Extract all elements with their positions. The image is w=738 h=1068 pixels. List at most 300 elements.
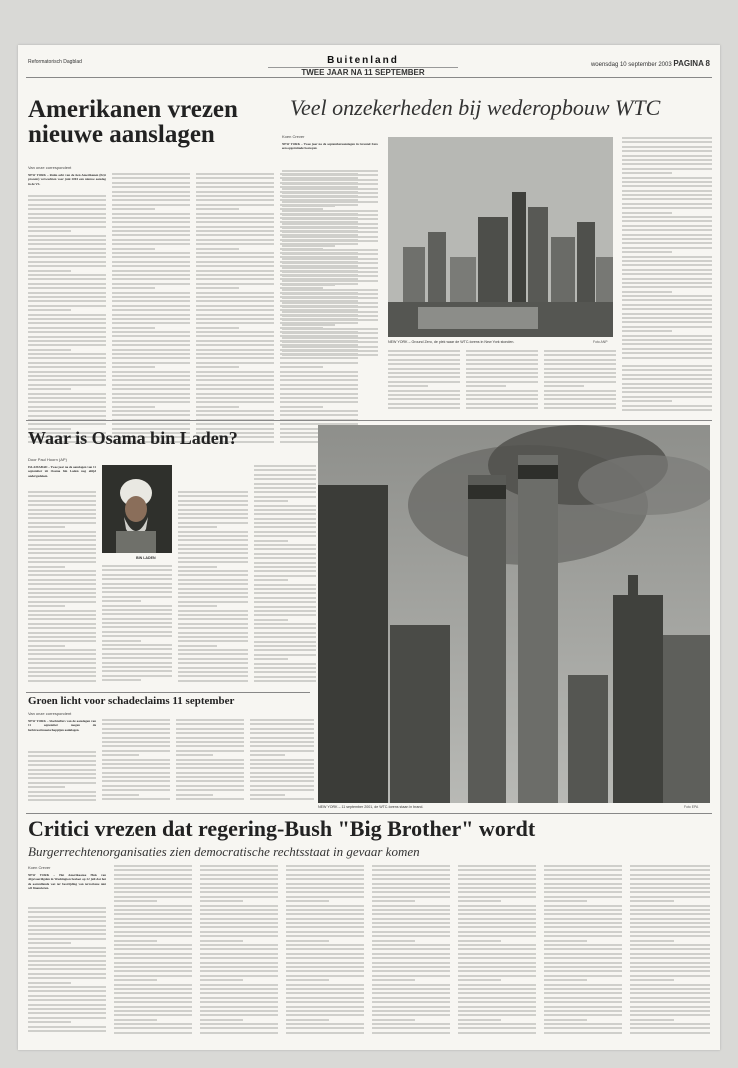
text-line <box>28 305 106 307</box>
text-line <box>544 975 622 977</box>
article2-col1 <box>282 170 378 362</box>
text-line <box>102 719 170 721</box>
text-line <box>28 675 96 677</box>
article5-col3 <box>200 865 278 1037</box>
page-label: PAGINA <box>673 59 704 68</box>
text-line <box>200 1027 278 1029</box>
text-line <box>458 962 536 964</box>
text-line <box>178 583 248 585</box>
article5-col7 <box>544 865 622 1037</box>
text-line <box>286 918 364 920</box>
text-line <box>388 390 460 392</box>
text-line <box>102 569 172 571</box>
text-line <box>282 315 378 317</box>
text-line <box>176 763 244 765</box>
text-line <box>114 891 192 893</box>
text-line <box>102 635 172 637</box>
text-line <box>102 591 172 593</box>
text-line <box>466 368 538 370</box>
article4-col2 <box>102 719 170 806</box>
text-line <box>28 379 106 381</box>
text-line <box>28 964 106 966</box>
text-line <box>458 992 536 994</box>
text-line <box>372 975 450 977</box>
text-line <box>28 213 106 215</box>
text-line <box>28 415 106 417</box>
text-line <box>630 1001 710 1003</box>
text-line <box>372 922 450 924</box>
text-line <box>544 948 622 950</box>
text-line <box>28 955 106 957</box>
text-line <box>114 905 192 907</box>
text-line <box>372 891 450 893</box>
text-line <box>458 869 536 871</box>
text-line <box>630 1019 674 1021</box>
headline-amerikanen: Amerikanen vrezen nieuwe aanslagen <box>28 96 238 148</box>
text-line <box>196 335 274 337</box>
text-line <box>622 207 712 209</box>
text-line <box>458 918 536 920</box>
text-line <box>112 379 190 381</box>
text-line <box>28 990 106 992</box>
text-line <box>200 970 278 972</box>
text-line <box>630 948 710 950</box>
text-line <box>200 997 278 999</box>
text-line <box>254 680 316 682</box>
text-line <box>28 1030 106 1032</box>
text-line <box>102 798 170 800</box>
text-line <box>178 574 248 576</box>
text-line <box>112 283 190 285</box>
text-line <box>254 478 316 480</box>
article5-col8 <box>630 865 710 1037</box>
text-line <box>176 737 244 739</box>
text-line <box>114 922 192 924</box>
headline-big-brother: Critici vrezen dat regering-Bush "Big Brother" wordt <box>28 816 536 841</box>
text-line <box>388 398 460 400</box>
text-line <box>544 957 622 959</box>
text-line <box>28 933 106 935</box>
text-line <box>544 896 622 898</box>
text-line <box>102 583 172 585</box>
text-line <box>114 944 192 946</box>
text-line <box>544 1014 622 1016</box>
text-line <box>458 997 536 999</box>
text-line <box>28 393 106 395</box>
newspaper-page <box>18 45 720 1050</box>
text-line <box>286 975 364 977</box>
text-line <box>254 522 316 524</box>
text-line <box>112 213 190 215</box>
text-line <box>200 988 278 990</box>
text-line <box>28 265 106 267</box>
text-line <box>112 296 190 298</box>
text-line <box>114 1019 157 1021</box>
text-line <box>372 935 450 937</box>
text-line <box>544 891 622 893</box>
text-line <box>114 1027 192 1029</box>
text-line <box>112 265 190 267</box>
text-line <box>544 359 616 361</box>
text-line <box>102 723 170 725</box>
text-line <box>458 944 536 946</box>
text-line <box>466 372 538 374</box>
text-line <box>176 767 244 769</box>
text-line <box>622 260 712 262</box>
text-line <box>630 909 710 911</box>
text-line <box>250 732 314 734</box>
text-line <box>178 653 248 655</box>
text-line <box>622 216 712 218</box>
text-line <box>286 883 364 885</box>
text-line <box>176 732 244 734</box>
text-line <box>112 366 155 368</box>
text-line <box>622 286 712 288</box>
text-line <box>28 353 106 355</box>
text-line <box>28 517 96 519</box>
text-line <box>196 388 274 390</box>
article4-col1 <box>28 751 96 806</box>
text-line <box>388 394 460 396</box>
text-line <box>622 264 712 266</box>
text-line <box>254 627 316 629</box>
text-line <box>286 948 364 950</box>
text-line <box>112 230 190 232</box>
text-line <box>544 988 622 990</box>
text-line <box>178 596 248 598</box>
text-line <box>176 750 244 752</box>
text-line <box>250 754 285 756</box>
text-line <box>254 619 288 621</box>
text-line <box>176 785 244 787</box>
text-line <box>280 410 358 412</box>
text-line <box>28 773 96 775</box>
text-line <box>28 283 106 285</box>
text-line <box>622 172 672 174</box>
text-line <box>372 1010 450 1012</box>
text-line <box>200 918 278 920</box>
text-line <box>622 194 712 196</box>
text-line <box>544 350 616 352</box>
text-line <box>196 274 274 276</box>
text-line <box>282 275 378 277</box>
text-line <box>178 636 248 638</box>
text-line <box>458 975 536 977</box>
text-line <box>282 346 378 348</box>
text-line <box>196 252 274 254</box>
text-line <box>254 645 316 647</box>
text-line <box>622 163 712 165</box>
text-line <box>372 900 415 902</box>
text-line <box>282 227 378 229</box>
text-line <box>282 302 378 304</box>
text-line <box>622 190 712 192</box>
text-line <box>544 354 616 356</box>
article5-col4 <box>286 865 364 1037</box>
text-line <box>282 179 378 181</box>
text-line <box>28 999 106 1001</box>
text-line <box>622 335 712 337</box>
text-line <box>254 588 316 590</box>
text-line <box>178 610 248 612</box>
text-line <box>28 561 96 563</box>
text-line <box>114 874 192 876</box>
text-line <box>282 183 378 185</box>
text-line <box>178 623 248 625</box>
text-line <box>102 618 172 620</box>
text-line <box>176 789 244 791</box>
text-line <box>622 317 712 319</box>
text-line <box>286 1019 329 1021</box>
text-line <box>28 243 106 245</box>
text-line <box>28 248 106 250</box>
text-line <box>622 234 712 236</box>
text-line <box>112 309 190 311</box>
text-line <box>250 789 314 791</box>
text-line <box>114 935 192 937</box>
text-line <box>28 618 96 620</box>
text-line <box>28 195 106 197</box>
headline-schadeclaims: Groen licht voor schadeclaims 11 september <box>28 695 235 707</box>
text-line <box>28 526 65 528</box>
text-line <box>544 905 622 907</box>
text-line <box>286 988 364 990</box>
text-line <box>28 627 96 629</box>
text-line <box>544 922 622 924</box>
text-line <box>286 878 364 880</box>
text-line <box>622 282 712 284</box>
text-line <box>28 1008 106 1010</box>
text-line <box>282 297 378 299</box>
text-line <box>28 968 106 970</box>
text-line <box>200 878 278 880</box>
text-line <box>254 526 316 528</box>
text-line <box>28 274 106 276</box>
text-line <box>254 676 316 678</box>
text-line <box>28 925 106 927</box>
text-line <box>544 874 622 876</box>
text-line <box>286 1006 364 1008</box>
text-line <box>286 962 364 964</box>
text-line <box>458 948 536 950</box>
text-line <box>28 764 96 766</box>
text-line <box>112 353 190 355</box>
text-line <box>630 984 710 986</box>
text-line <box>176 798 244 800</box>
text-line <box>254 465 316 467</box>
text-line <box>622 313 712 315</box>
text-line <box>286 1014 364 1016</box>
text-line <box>112 305 190 307</box>
text-line <box>458 913 536 915</box>
text-line <box>250 794 285 796</box>
text-line <box>200 979 243 981</box>
text-line <box>28 920 106 922</box>
text-line <box>630 883 710 885</box>
text-line <box>28 623 96 625</box>
text-line <box>28 495 96 497</box>
text-line <box>280 371 358 373</box>
text-line <box>622 391 712 393</box>
text-line <box>196 191 274 193</box>
text-line <box>458 922 536 924</box>
text-line <box>28 397 106 399</box>
text-line <box>282 188 378 190</box>
text-line <box>28 907 106 909</box>
text-line <box>286 944 364 946</box>
text-line <box>114 940 157 942</box>
article2-lead: NEW YORK – Twee jaar na de septemberaanslagen in Ground Zero een opgeruimde bouwput. <box>282 142 378 151</box>
article2-col3 <box>466 350 538 415</box>
text-line <box>622 330 672 332</box>
headline-osama: Waar is Osama bin Laden? <box>28 428 238 448</box>
text-line <box>544 1010 622 1012</box>
text-line <box>630 869 710 871</box>
text-line <box>178 561 248 563</box>
text-line <box>176 754 213 756</box>
text-line <box>254 566 316 568</box>
text-line <box>176 794 213 796</box>
text-line <box>102 679 141 681</box>
text-line <box>544 1006 622 1008</box>
text-line <box>114 979 157 981</box>
text-line <box>112 248 155 250</box>
text-line <box>196 278 274 280</box>
text-line <box>114 913 192 915</box>
text-line <box>622 181 712 183</box>
text-line <box>458 900 501 902</box>
text-line <box>544 931 622 933</box>
text-line <box>112 371 190 373</box>
text-line <box>28 221 106 223</box>
text-line <box>178 517 248 519</box>
text-line <box>458 874 536 876</box>
text-line <box>28 632 96 634</box>
text-line <box>286 887 364 889</box>
text-line <box>622 278 712 280</box>
text-line <box>114 1010 192 1012</box>
text-line <box>178 675 248 677</box>
text-line <box>466 403 538 405</box>
text-line <box>178 548 248 550</box>
text-line <box>458 1032 536 1034</box>
text-line <box>372 1001 450 1003</box>
text-line <box>200 935 278 937</box>
text-line <box>176 759 244 761</box>
text-line <box>102 780 170 782</box>
issue-date: woensdag 10 september 2003 <box>590 62 672 68</box>
skyline-credit: Foto ANP <box>593 340 608 344</box>
text-line <box>622 146 712 148</box>
text-line <box>458 1027 536 1029</box>
text-line <box>28 583 96 585</box>
text-line <box>196 384 274 386</box>
text-line <box>250 780 314 782</box>
text-line <box>282 253 378 255</box>
article3-lead: ISLAMABAD – Twee jaar na de aanslagen van 11 september zit Osama bin Laden nog altijd ondergedoken. <box>28 465 96 478</box>
text-line <box>458 979 501 981</box>
text-line <box>112 243 190 245</box>
text-line <box>28 636 96 638</box>
text-line <box>630 1010 710 1012</box>
text-line <box>254 641 316 643</box>
text-line <box>102 741 170 743</box>
text-line <box>114 988 192 990</box>
text-line <box>544 1023 622 1025</box>
text-line <box>28 755 96 757</box>
text-line <box>28 614 96 616</box>
text-line <box>622 212 672 214</box>
text-line <box>458 984 536 986</box>
text-line <box>112 388 190 390</box>
text-line <box>102 574 172 576</box>
text-line <box>112 256 190 258</box>
text-line <box>630 1032 710 1034</box>
text-line <box>372 896 450 898</box>
page-info <box>591 59 710 68</box>
text-line <box>286 979 329 981</box>
text-line <box>200 966 278 968</box>
text-line <box>544 992 622 994</box>
text-line <box>112 226 190 228</box>
text-line <box>544 869 622 871</box>
text-line <box>458 909 536 911</box>
article1-lead: NEW YORK – Ruim acht van de tien Amerikanen (82,6 procent) verwachten voor juni 2004 een nieuwe aanslag in de VS. <box>28 173 106 186</box>
text-line <box>178 588 248 590</box>
text-line <box>282 293 378 295</box>
text-line <box>630 891 710 893</box>
text-line <box>622 348 712 350</box>
text-line <box>112 274 190 276</box>
text-line <box>544 1027 622 1029</box>
text-line <box>178 680 248 682</box>
text-line <box>282 258 378 260</box>
text-line <box>178 557 248 559</box>
text-line <box>200 909 278 911</box>
text-line <box>372 962 450 964</box>
text-line <box>102 622 172 624</box>
text-line <box>28 601 96 603</box>
text-line <box>544 984 622 986</box>
text-line <box>114 1006 192 1008</box>
text-line <box>466 354 538 356</box>
text-line <box>196 283 274 285</box>
section-subtitle: TWEE JAAR NA 11 SEPTEMBER <box>268 67 458 77</box>
text-line <box>372 905 450 907</box>
text-line <box>254 496 316 498</box>
text-line <box>178 649 248 651</box>
text-line <box>28 208 106 210</box>
text-line <box>114 966 192 968</box>
text-line <box>28 1021 71 1023</box>
text-line <box>178 662 248 664</box>
text-line <box>112 221 190 223</box>
text-line <box>114 957 192 959</box>
text-line <box>254 540 288 542</box>
text-line <box>28 300 106 302</box>
text-line <box>102 754 139 756</box>
text-line <box>372 944 450 946</box>
text-line <box>250 776 314 778</box>
text-line <box>544 372 616 374</box>
text-line <box>544 970 622 972</box>
text-line <box>544 979 587 981</box>
text-line <box>254 509 316 511</box>
text-line <box>200 1032 278 1034</box>
text-line <box>254 513 316 515</box>
text-line <box>178 632 248 634</box>
text-line <box>282 223 378 225</box>
